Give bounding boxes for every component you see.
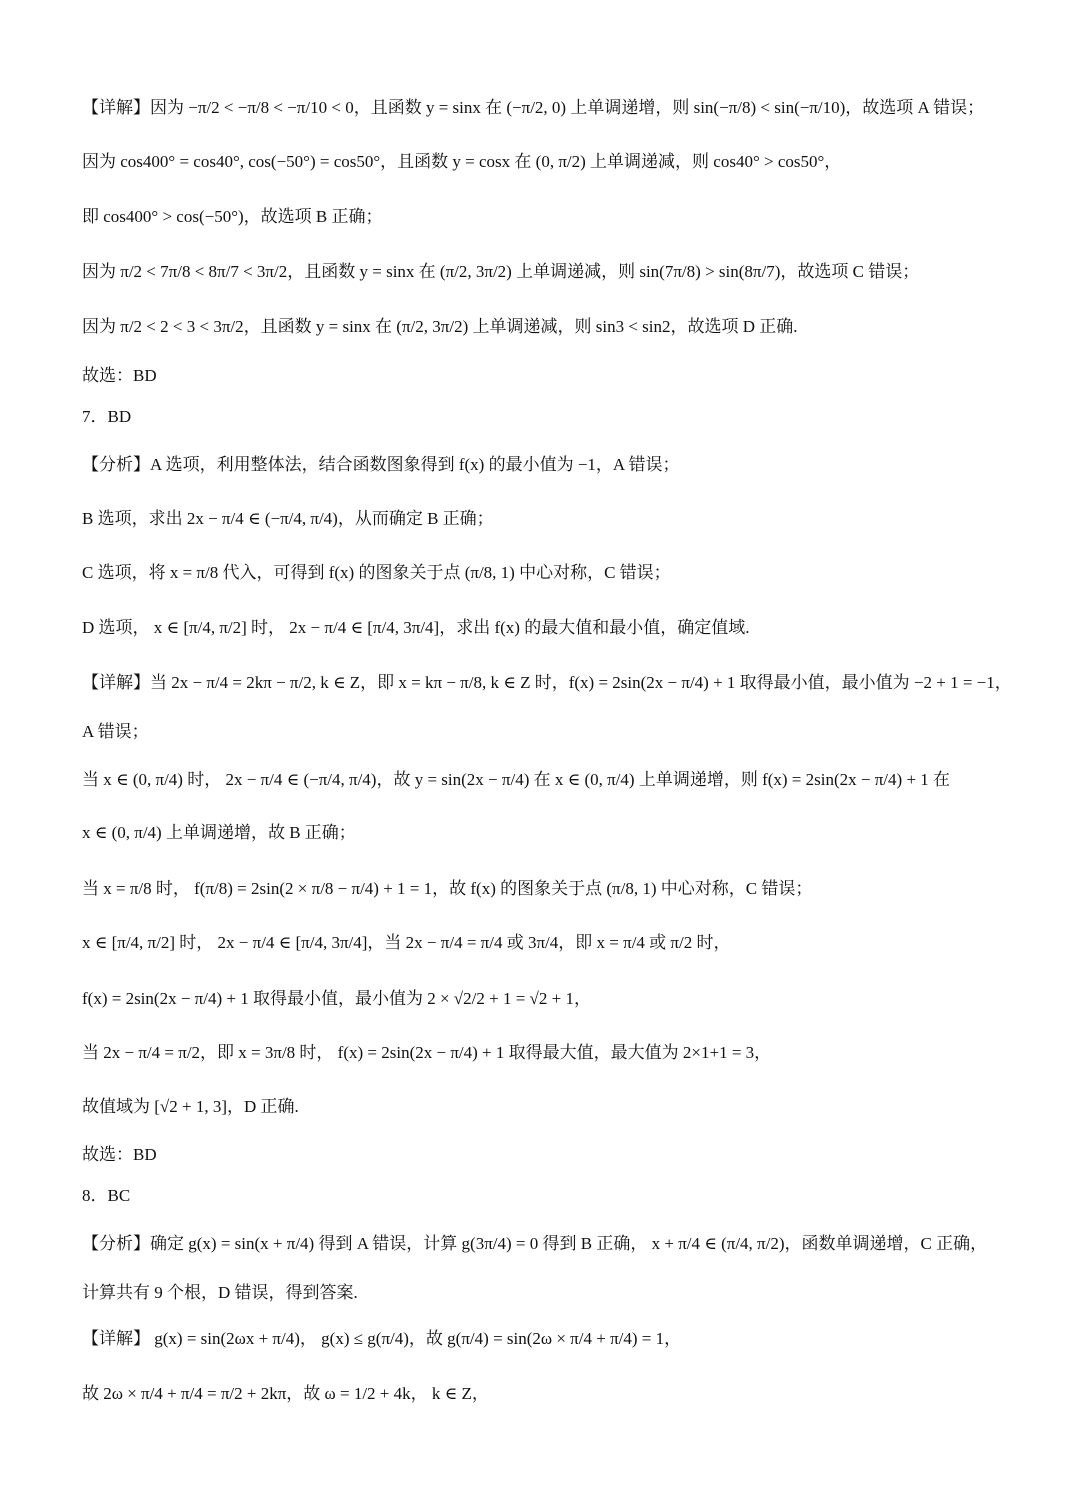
text-line: 【分析】A 选项，利用整体法，结合函数图象得到 f(x) 的最小值为 −1，A 错误； bbox=[82, 455, 680, 474]
text-line: 【详解】 g(x) = sin(2ωx + π/4)， g(x) ≤ g(π/4)，故 g(π/4) = sin(2ω × π/4 + π/4) = 1， bbox=[82, 1329, 682, 1348]
text-line: D 选项， x ∈ [π/4, π/2] 时， 2x − π/4 ∈ [π/4, 3π/4]，求出 f(x) 的最大值和最小值，确定值域. bbox=[82, 618, 750, 637]
text-line: 当 x ∈ (0, π/4) 时， 2x − π/4 ∈ (−π/4, π/4)，故 y = sin(2x − π/4) 在 x ∈ (0, π/4) 上单调递增，则 f(x) = 2sin(2x − π/4) + 1 在 bbox=[82, 770, 951, 789]
text-line: 因为 π/2 < 2 < 3 < 3π/2，且函数 y = sinx 在 (π/2, 3π/2) 上单调递减，则 sin3 < sin2，故选项 D 正确. bbox=[82, 317, 798, 336]
question-number: 8．BC bbox=[82, 1186, 131, 1205]
text-line: 因为 π/2 < 7π/8 < 8π/7 < 3π/2，且函数 y = sinx 在 (π/2, 3π/2) 上单调递减，则 sin(7π/8) > sin(8π/7)，故选项 C 错误； bbox=[82, 262, 920, 281]
text-line: f(x) = 2sin(2x − π/4) + 1 取得最小值，最小值为 2 × √2/2 + 1 = √2 + 1， bbox=[82, 989, 591, 1008]
text-line: C 选项，将 x = π/8 代入，可得到 f(x) 的图象关于点 (π/8, 1) 中心对称，C 错误； bbox=[82, 563, 671, 582]
text-line: 故值域为 [√2 + 1, 3]，D 正确. bbox=[82, 1097, 299, 1116]
text-line: 【详解】当 2x − π/4 = 2kπ − π/2, k ∈ Z，即 x = kπ − π/8, k ∈ Z 时，f(x) = 2sin(2x − π/4) + 1 取得最小值，最小值为 −2 + 1 = −1， bbox=[82, 673, 1012, 692]
text-line: 因为 cos400° = cos40°, cos(−50°) = cos50°，且函数 y = cosx 在 (0, π/2) 上单调递减，则 cos40° > cos50°， bbox=[82, 152, 842, 171]
text-line: B 选项，求出 2x − π/4 ∈ (−π/4, π/4)，从而确定 B 正确； bbox=[82, 509, 494, 528]
text-line: x ∈ (0, π/4) 上单调递增，故 B 正确； bbox=[82, 823, 356, 842]
text-line: 故选：BD bbox=[82, 1145, 157, 1164]
text-line: 故 2ω × π/4 + π/4 = π/2 + 2kπ，故 ω = 1/2 + 4k， k ∈ Z， bbox=[82, 1384, 489, 1403]
text-line: 当 2x − π/4 = π/2，即 x = 3π/8 时， f(x) = 2sin(2x − π/4) + 1 取得最大值，最大值为 2×1+1 = 3， bbox=[82, 1043, 772, 1062]
text-line: A 错误； bbox=[82, 722, 149, 741]
question-number: 7．BD bbox=[82, 407, 132, 426]
text-line: 即 cos400° > cos(−50°)，故选项 B 正确； bbox=[82, 207, 383, 226]
text-line: 【详解】因为 −π/2 < −π/8 < −π/10 < 0，且函数 y = sinx 在 (−π/2, 0) 上单调递增，则 sin(−π/8) < sin(−π/10)，故选项 A 错误； bbox=[82, 98, 985, 117]
text-line: x ∈ [π/4, π/2] 时， 2x − π/4 ∈ [π/4, 3π/4]，当 2x − π/4 = π/4 或 3π/4，即 x = π/4 或 π/2 时， bbox=[82, 933, 731, 952]
text-line: 计算共有 9 个根，D 错误，得到答案. bbox=[82, 1283, 358, 1302]
text-line: 当 x = π/8 时， f(π/8) = 2sin(2 × π/8 − π/4) + 1 = 1，故 f(x) 的图象关于点 (π/8, 1) 中心对称，C 错误； bbox=[82, 879, 813, 898]
text-line: 故选：BD bbox=[82, 366, 157, 385]
text-line: 【分析】确定 g(x) = sin(x + π/4) 得到 A 错误，计算 g(3π/4) = 0 得到 B 正确， x + π/4 ∈ (π/4, π/2)，函数单调递增，C 正确， bbox=[82, 1234, 988, 1253]
